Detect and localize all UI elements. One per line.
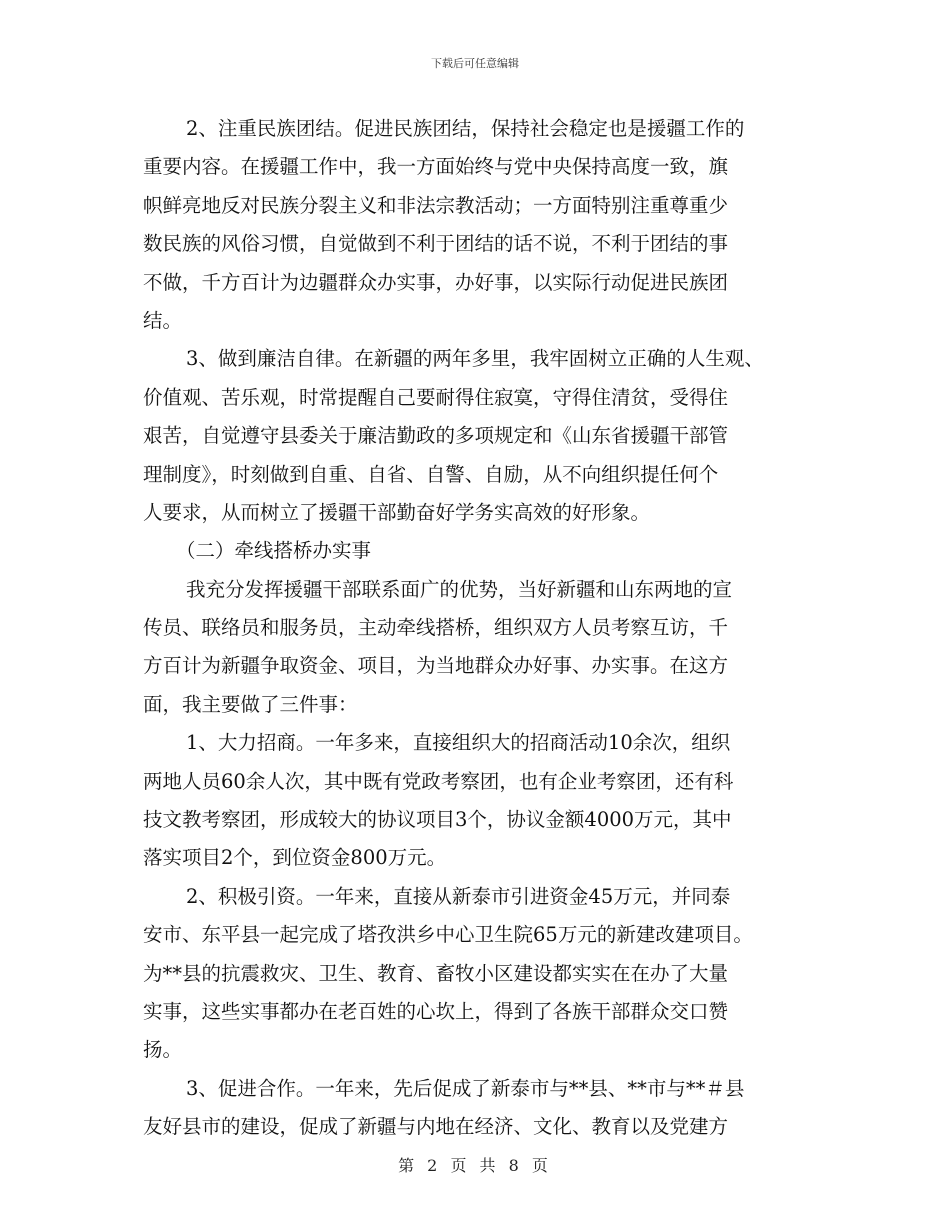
page-footer: 第 2 页 共 8 页: [398, 1156, 552, 1175]
text-line: 艰苦，自觉遵守县委关于廉洁勤政的多项规定和《山东省援疆干部管: [143, 424, 729, 448]
text-line: 帜鲜亮地反对民族分裂主义和非法宗教活动；一方面特别注重尊重少: [143, 193, 729, 217]
text-line: 方百计为新疆争取资金、项目，为当地群众办好事、办实事。在这方: [143, 654, 729, 678]
text-line: 面，我主要做了三件事：: [143, 692, 358, 716]
text-line: 传员、联络员和服务员，主动牵线搭桥，组织双方人员考察互访，千: [143, 616, 729, 640]
text-line: 理制度》，时刻做到自重、自省、自警、自励，从不向组织提任何个: [143, 462, 719, 486]
text-line: 为**县的抗震救灾、卫生、教育、畜牧小区建设都实实在在办了大量: [143, 961, 729, 985]
text-line: 我充分发挥援疆干部联系面广的优势，当好新疆和山东两地的宣: [186, 577, 733, 601]
text-line: 实事，这些实事都办在老百姓的心坎上，得到了各族干部群众交口赞: [143, 999, 729, 1023]
text-line: 安市、东平县一起完成了塔孜洪乡中心卫生院65万元的新建改建项目。: [143, 923, 753, 947]
text-line: 2、注重民族团结。促进民族团结，保持社会稳定也是援疆工作的: [186, 117, 745, 140]
text-line: 价值观、苦乐观，时常提醒自己要耐得住寂寞，守得住清贫，受得住: [143, 385, 729, 409]
page-header: 下载后可任意编辑: [431, 57, 519, 70]
text-line: 2、积极引资。一年来，直接从新泰市引进资金45万元，并同泰: [186, 884, 731, 908]
text-line: 3、促进合作。一年来，先后促成了新泰市与**县、**市与**＃县: [186, 1076, 745, 1100]
text-line: 结。: [143, 308, 183, 332]
text-line: 不做，千方百计为边疆群众办实事，办好事，以实际行动促进民族团: [143, 270, 729, 294]
text-line: 友好县市的建设，促成了新疆与内地在经济、文化、教育以及党建方: [143, 1115, 729, 1139]
text-line: 1、大力招商。一年多来，直接组织大的招商活动10余次，组织: [186, 731, 731, 755]
text-line: 人要求，从而树立了援疆干部勤奋好学务实高效的好形象。: [143, 500, 651, 524]
text-line: 数民族的风俗习惯，自觉做到不利于团结的话不说，不利于团结的事: [143, 232, 729, 256]
text-line: 落实项目2个，到位资金800万元。: [143, 846, 447, 870]
document-body: [143, 110, 823, 1147]
text-line: 技文教考察团，形成较大的协议项目3个，协议金额4000万元，其中: [143, 808, 732, 832]
text-line: 两地人员60余人次，其中既有党政考察团，也有企业考察团，还有科: [143, 769, 734, 793]
text-line: 3、做到廉洁自律。在新疆的两年多里，我牢固树立正确的人生观、: [186, 347, 764, 371]
text-line: 重要内容。在援疆工作中，我一方面始终与党中央保持高度一致，旗: [143, 155, 729, 179]
text-line: 扬。: [143, 1038, 183, 1062]
text-line: （二）牵线搭桥办实事: [176, 539, 372, 563]
